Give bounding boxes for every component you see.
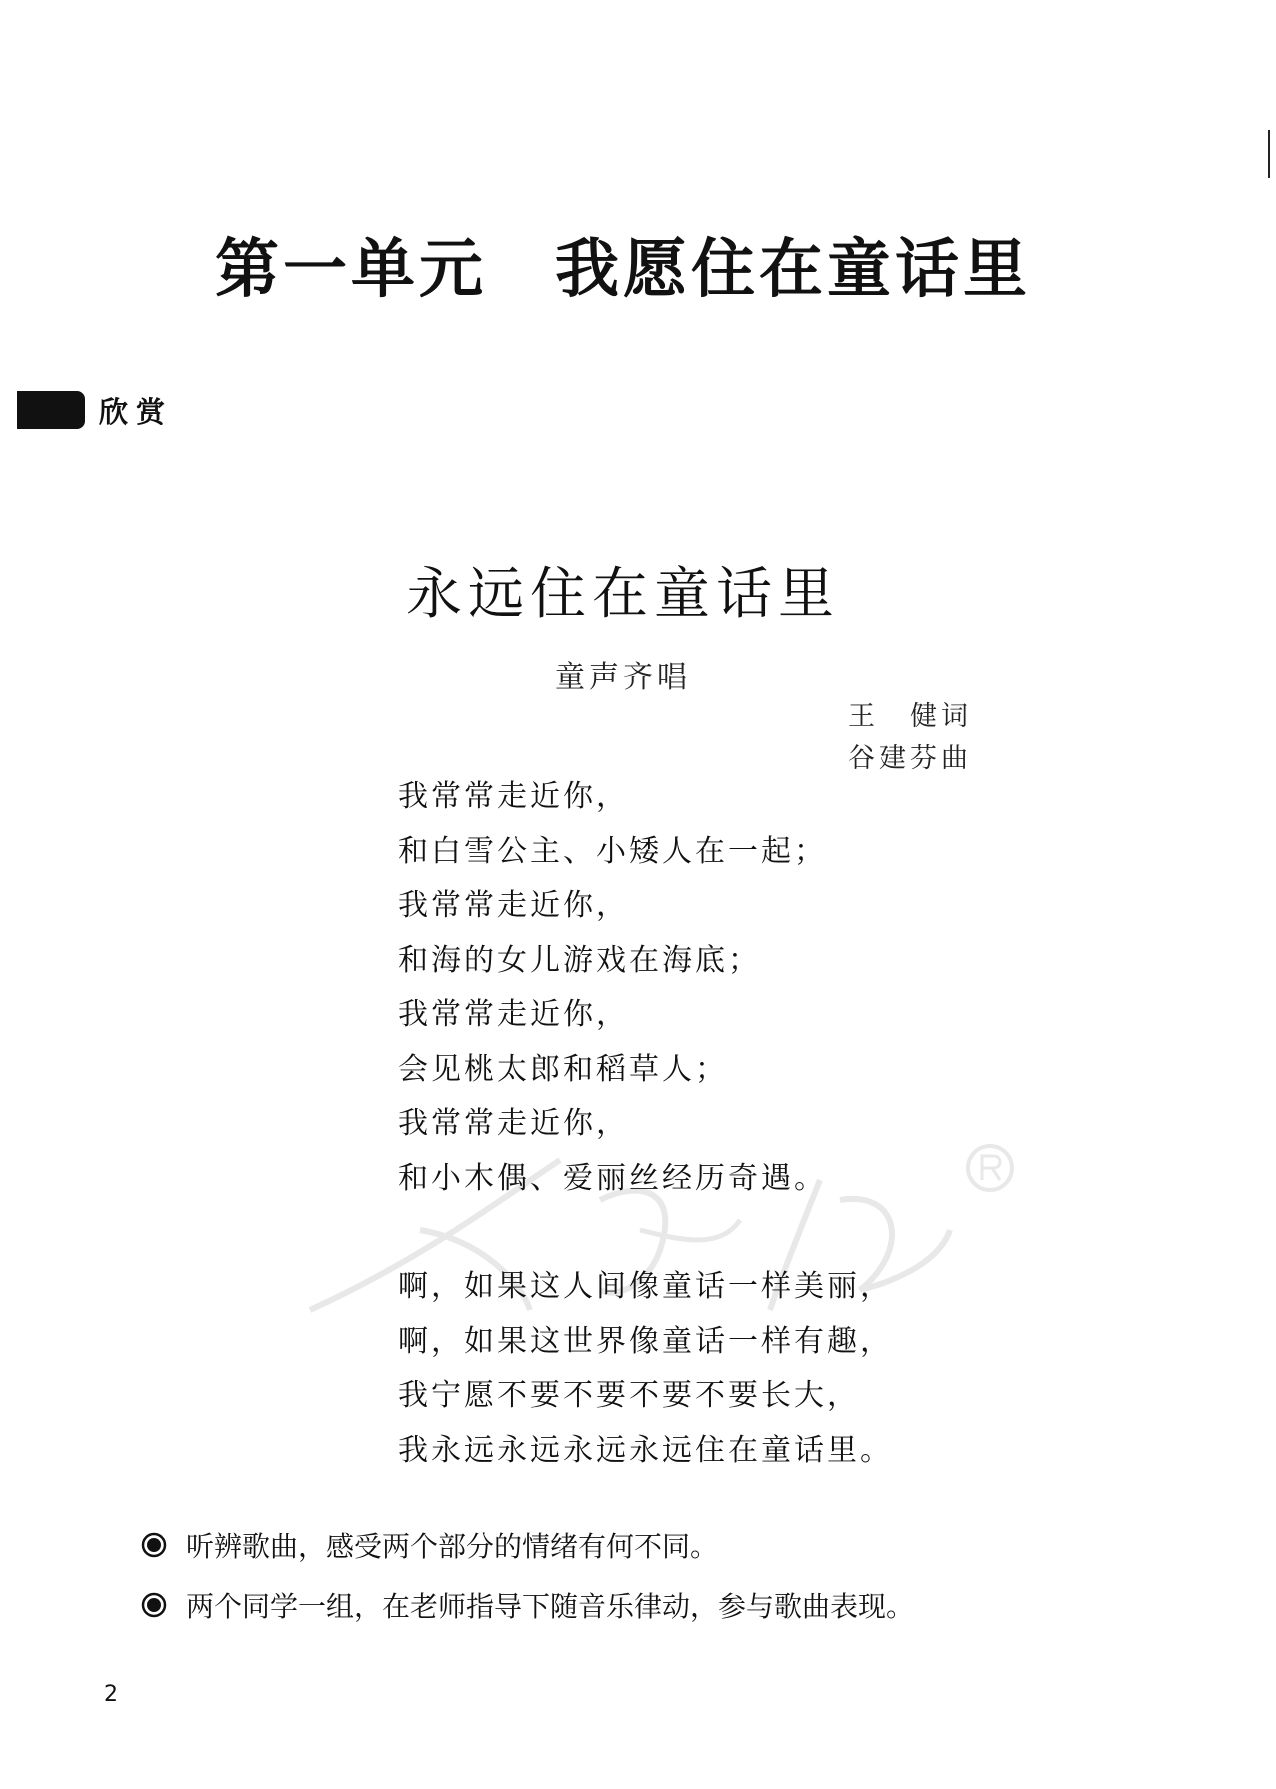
lyric-line: 我常常走近你，: [398, 1106, 629, 1141]
song-title: 永远住在童话里: [406, 562, 840, 627]
lyric-line: 会见桃太郎和稻草人；: [398, 1051, 728, 1087]
lyric-line: 我永远永远永远永远住在童话里。: [398, 1432, 893, 1468]
lyric-line: 我常常走近你，: [398, 888, 629, 923]
lyric-line: 我常常走近你，: [398, 997, 629, 1032]
activity-text: 听辨歌曲，感受两个部分的情绪有何不同。: [186, 1530, 719, 1563]
lyric-line: 和海的女儿游戏在海底；: [398, 942, 761, 978]
section-label: 欣赏: [99, 394, 174, 429]
lyric-line: 啊，如果这世界像童话一样有趣，: [398, 1323, 893, 1359]
lyric-line: 啊，如果这人间像童话一样美丽，: [398, 1269, 893, 1304]
performance-style: 童声齐唱: [555, 660, 691, 695]
lyricist-credit: 王 健词: [848, 701, 972, 732]
unit-title: 第一单元 我愿住在童话里: [215, 233, 1031, 307]
lyric-line: 我宁愿不要不要不要不要长大，: [398, 1378, 860, 1413]
lyrics: [398, 770, 893, 1478]
activity-item: [140, 1515, 914, 1575]
activity-text: 两个同学一组，在老师指导下随音乐律动，参与歌曲表现。: [186, 1590, 915, 1623]
section-tag-block: [17, 391, 85, 429]
page-number: 2: [104, 1682, 118, 1707]
page-edge-mark: [1268, 130, 1270, 178]
composer-credit: 谷建芬曲: [848, 743, 972, 774]
activity-list: [140, 1515, 914, 1635]
lyric-line: 和白雪公主、小矮人在一起；: [398, 833, 827, 869]
target-bullet-icon: [140, 1531, 168, 1559]
activity-item: [140, 1575, 914, 1635]
stanza-gap: [398, 1206, 893, 1260]
section-tag: [17, 390, 173, 430]
lyric-line: 我常常走近你，: [398, 779, 629, 814]
target-bullet-icon: [140, 1591, 168, 1619]
lyric-line: 和小木偶、爱丽丝经历奇遇。: [398, 1160, 827, 1196]
song-credits: [848, 696, 972, 780]
